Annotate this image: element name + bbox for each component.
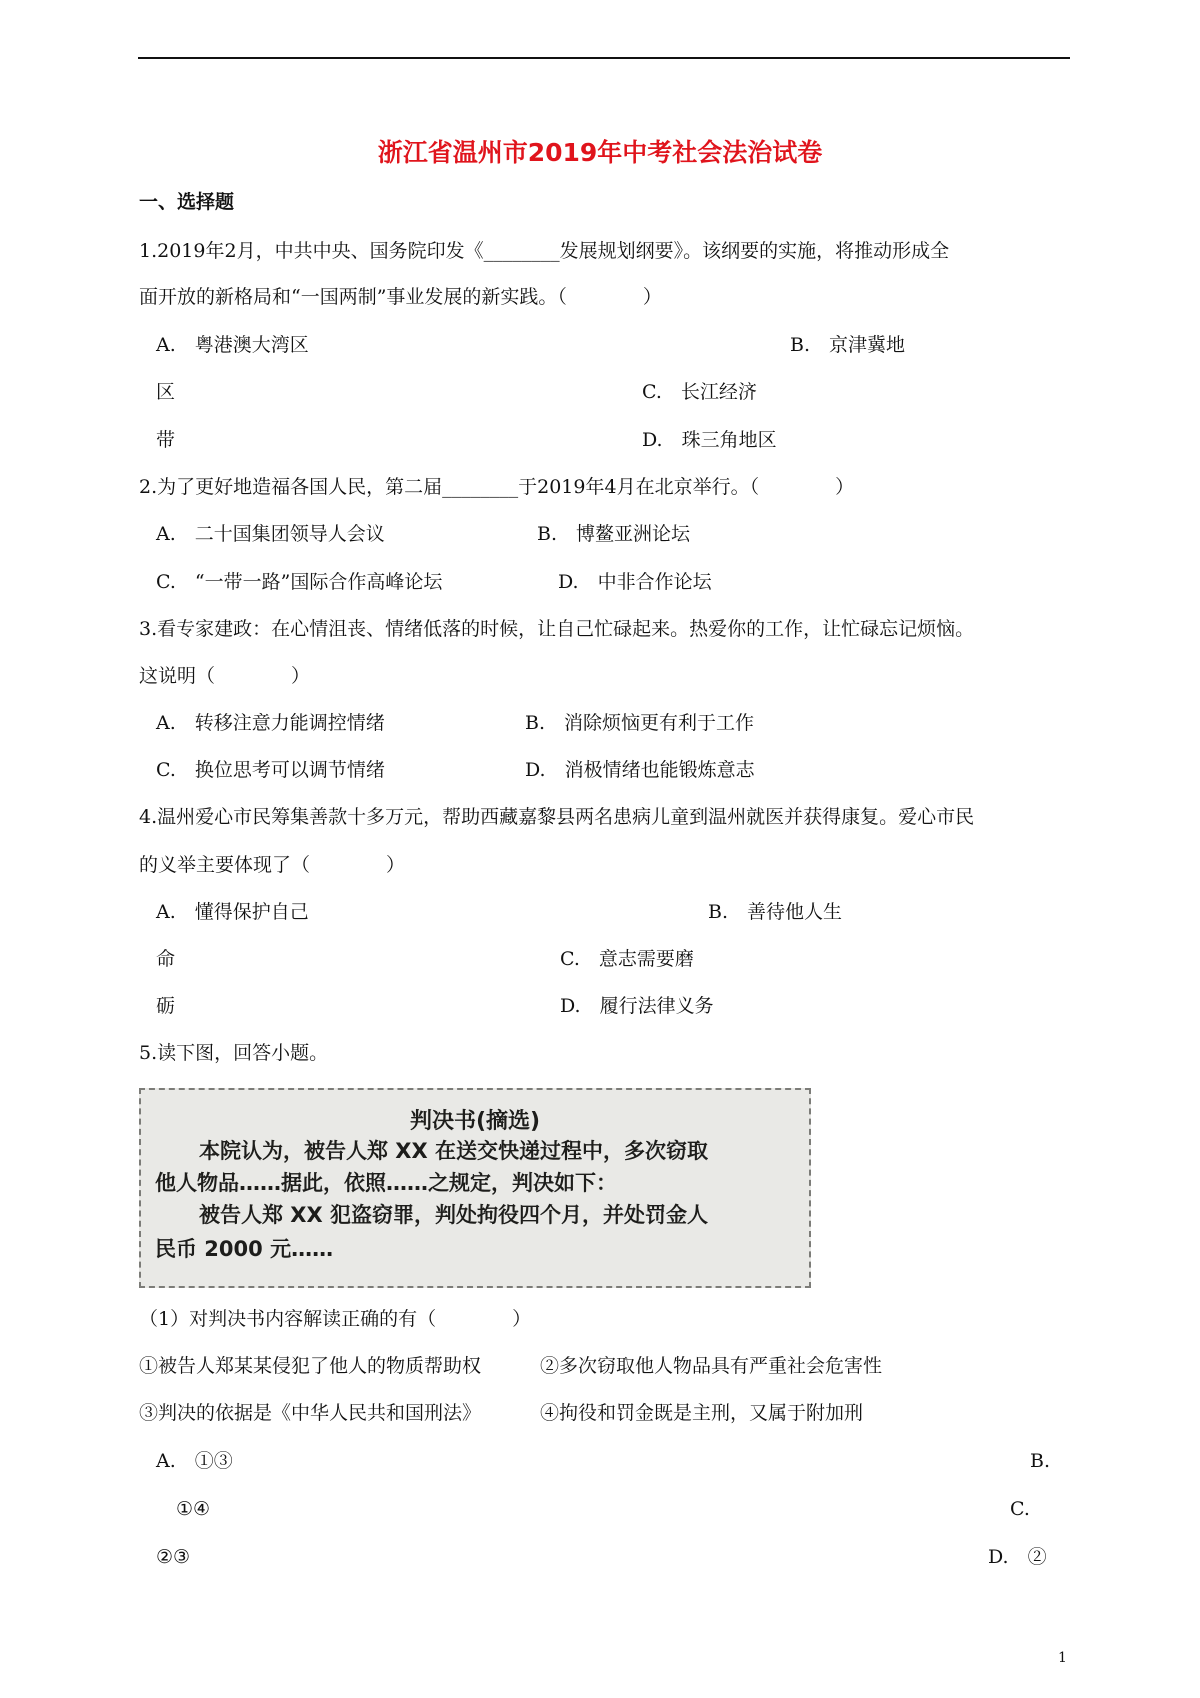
question-1-option-c: C. 长江经济 — [642, 381, 757, 403]
question-1-option-d: D. 珠三角地区 — [642, 429, 777, 451]
question-3-option-b: B. 消除烦恼更有利于工作 — [525, 712, 755, 734]
question-3-option-d: D. 消极情绪也能锻炼意志 — [525, 759, 755, 781]
question-3-option-c: C. 换位思考可以调节情绪 — [156, 759, 385, 781]
question-2-line-1: 2.为了更好地造福各国人民，第二届________于2019年4月在北京举行。（ ） — [139, 476, 855, 498]
question-4-option-a: A. 懂得保护自己 — [156, 901, 309, 923]
question-3-line-1: 3.看专家建政：在心情沮丧、情绪低落的时候，让自己忙碌起来。热爱你的工作，让忙碌忘记烦恼。 — [139, 618, 975, 640]
question-4-option-c-cont: 砺 — [156, 995, 176, 1017]
verdict-line-1: 本院认为，被告人郑 XX 在送交快递过程中，多次窃取 — [199, 1139, 709, 1163]
sub-option-c: C. — [1010, 1498, 1030, 1520]
sub-option-c-cont: ②③ — [156, 1546, 191, 1568]
header-rule — [138, 57, 1070, 59]
question-1-line-2: 面开放的新格局和“一国两制”事业发展的新实践。（ ） — [139, 286, 662, 308]
question-4-option-c: C. 意志需要磨 — [560, 948, 694, 970]
question-5-line-1: 5.读下图，回答小题。 — [139, 1042, 329, 1064]
question-4-line-2: 的义举主要体现了（ ） — [139, 854, 406, 876]
statement-3: ③判决的依据是《中华人民共和国刑法》 — [139, 1402, 482, 1424]
sub-option-b-cont: ①④ — [176, 1498, 211, 1520]
page-number: 1 — [1058, 1650, 1067, 1666]
question-4-option-b: B. 善待他人生 — [708, 901, 843, 923]
verdict-line-4: 民币 2000 元…… — [155, 1237, 334, 1261]
question-1-option-a: A. 粤港澳大湾区 — [156, 334, 309, 356]
verdict-title: 判决书(摘选) — [409, 1109, 541, 1134]
question-2-option-d: D. 中非合作论坛 — [558, 571, 712, 593]
verdict-line-3: 被告人郑 XX 犯盗窃罪，判处拘役四个月，并处罚金人 — [199, 1203, 709, 1227]
question-1-line-1: 1.2019年2月，中共中央、国务院印发《________发展规划纲要》。该纲要的实施，将推动形成全 — [139, 240, 950, 262]
verdict-excerpt-image — [139, 1088, 811, 1288]
question-2-option-c: C. “一带一路”国际合作高峰论坛 — [156, 571, 443, 593]
question-1-option-c-cont: 带 — [156, 429, 176, 451]
verdict-line-2: 他人物品……据此，依照……之规定，判决如下： — [155, 1171, 617, 1195]
sub-question-stem: （1）对判决书内容解读正确的有（ ） — [139, 1308, 532, 1330]
sub-option-b: B. — [1030, 1450, 1051, 1472]
question-3-option-a: A. 转移注意力能调控情绪 — [156, 712, 385, 734]
question-1-option-b: B. 京津冀地 — [790, 334, 906, 356]
question-2-option-b: B. 博鳌亚洲论坛 — [537, 523, 691, 545]
page-title: 浙江省温州市2019年中考社会法治试卷 — [377, 138, 823, 167]
question-3-line-2: 这说明（ ） — [139, 665, 311, 687]
statement-4: ④拘役和罚金既是主刑，又属于附加刑 — [540, 1402, 864, 1424]
question-1-option-b-cont: 区 — [156, 381, 176, 403]
sub-option-a: A. ①③ — [156, 1450, 233, 1472]
question-4-option-d: D. 履行法律义务 — [560, 995, 714, 1017]
question-4-option-b-cont: 命 — [156, 948, 176, 970]
statement-2: ②多次窃取他人物品具有严重社会危害性 — [540, 1355, 883, 1377]
statement-1: ①被告人郑某某侵犯了他人的物质帮助权 — [139, 1355, 482, 1377]
section-heading: 一、选择题 — [139, 191, 235, 213]
question-4-line-1: 4.温州爱心市民筹集善款十多万元，帮助西藏嘉黎县两名患病儿童到温州就医并获得康复。爱心市民 — [139, 806, 975, 828]
sub-option-d: D. ② — [988, 1546, 1047, 1568]
question-2-option-a: A. 二十国集团领导人会议 — [156, 523, 385, 545]
